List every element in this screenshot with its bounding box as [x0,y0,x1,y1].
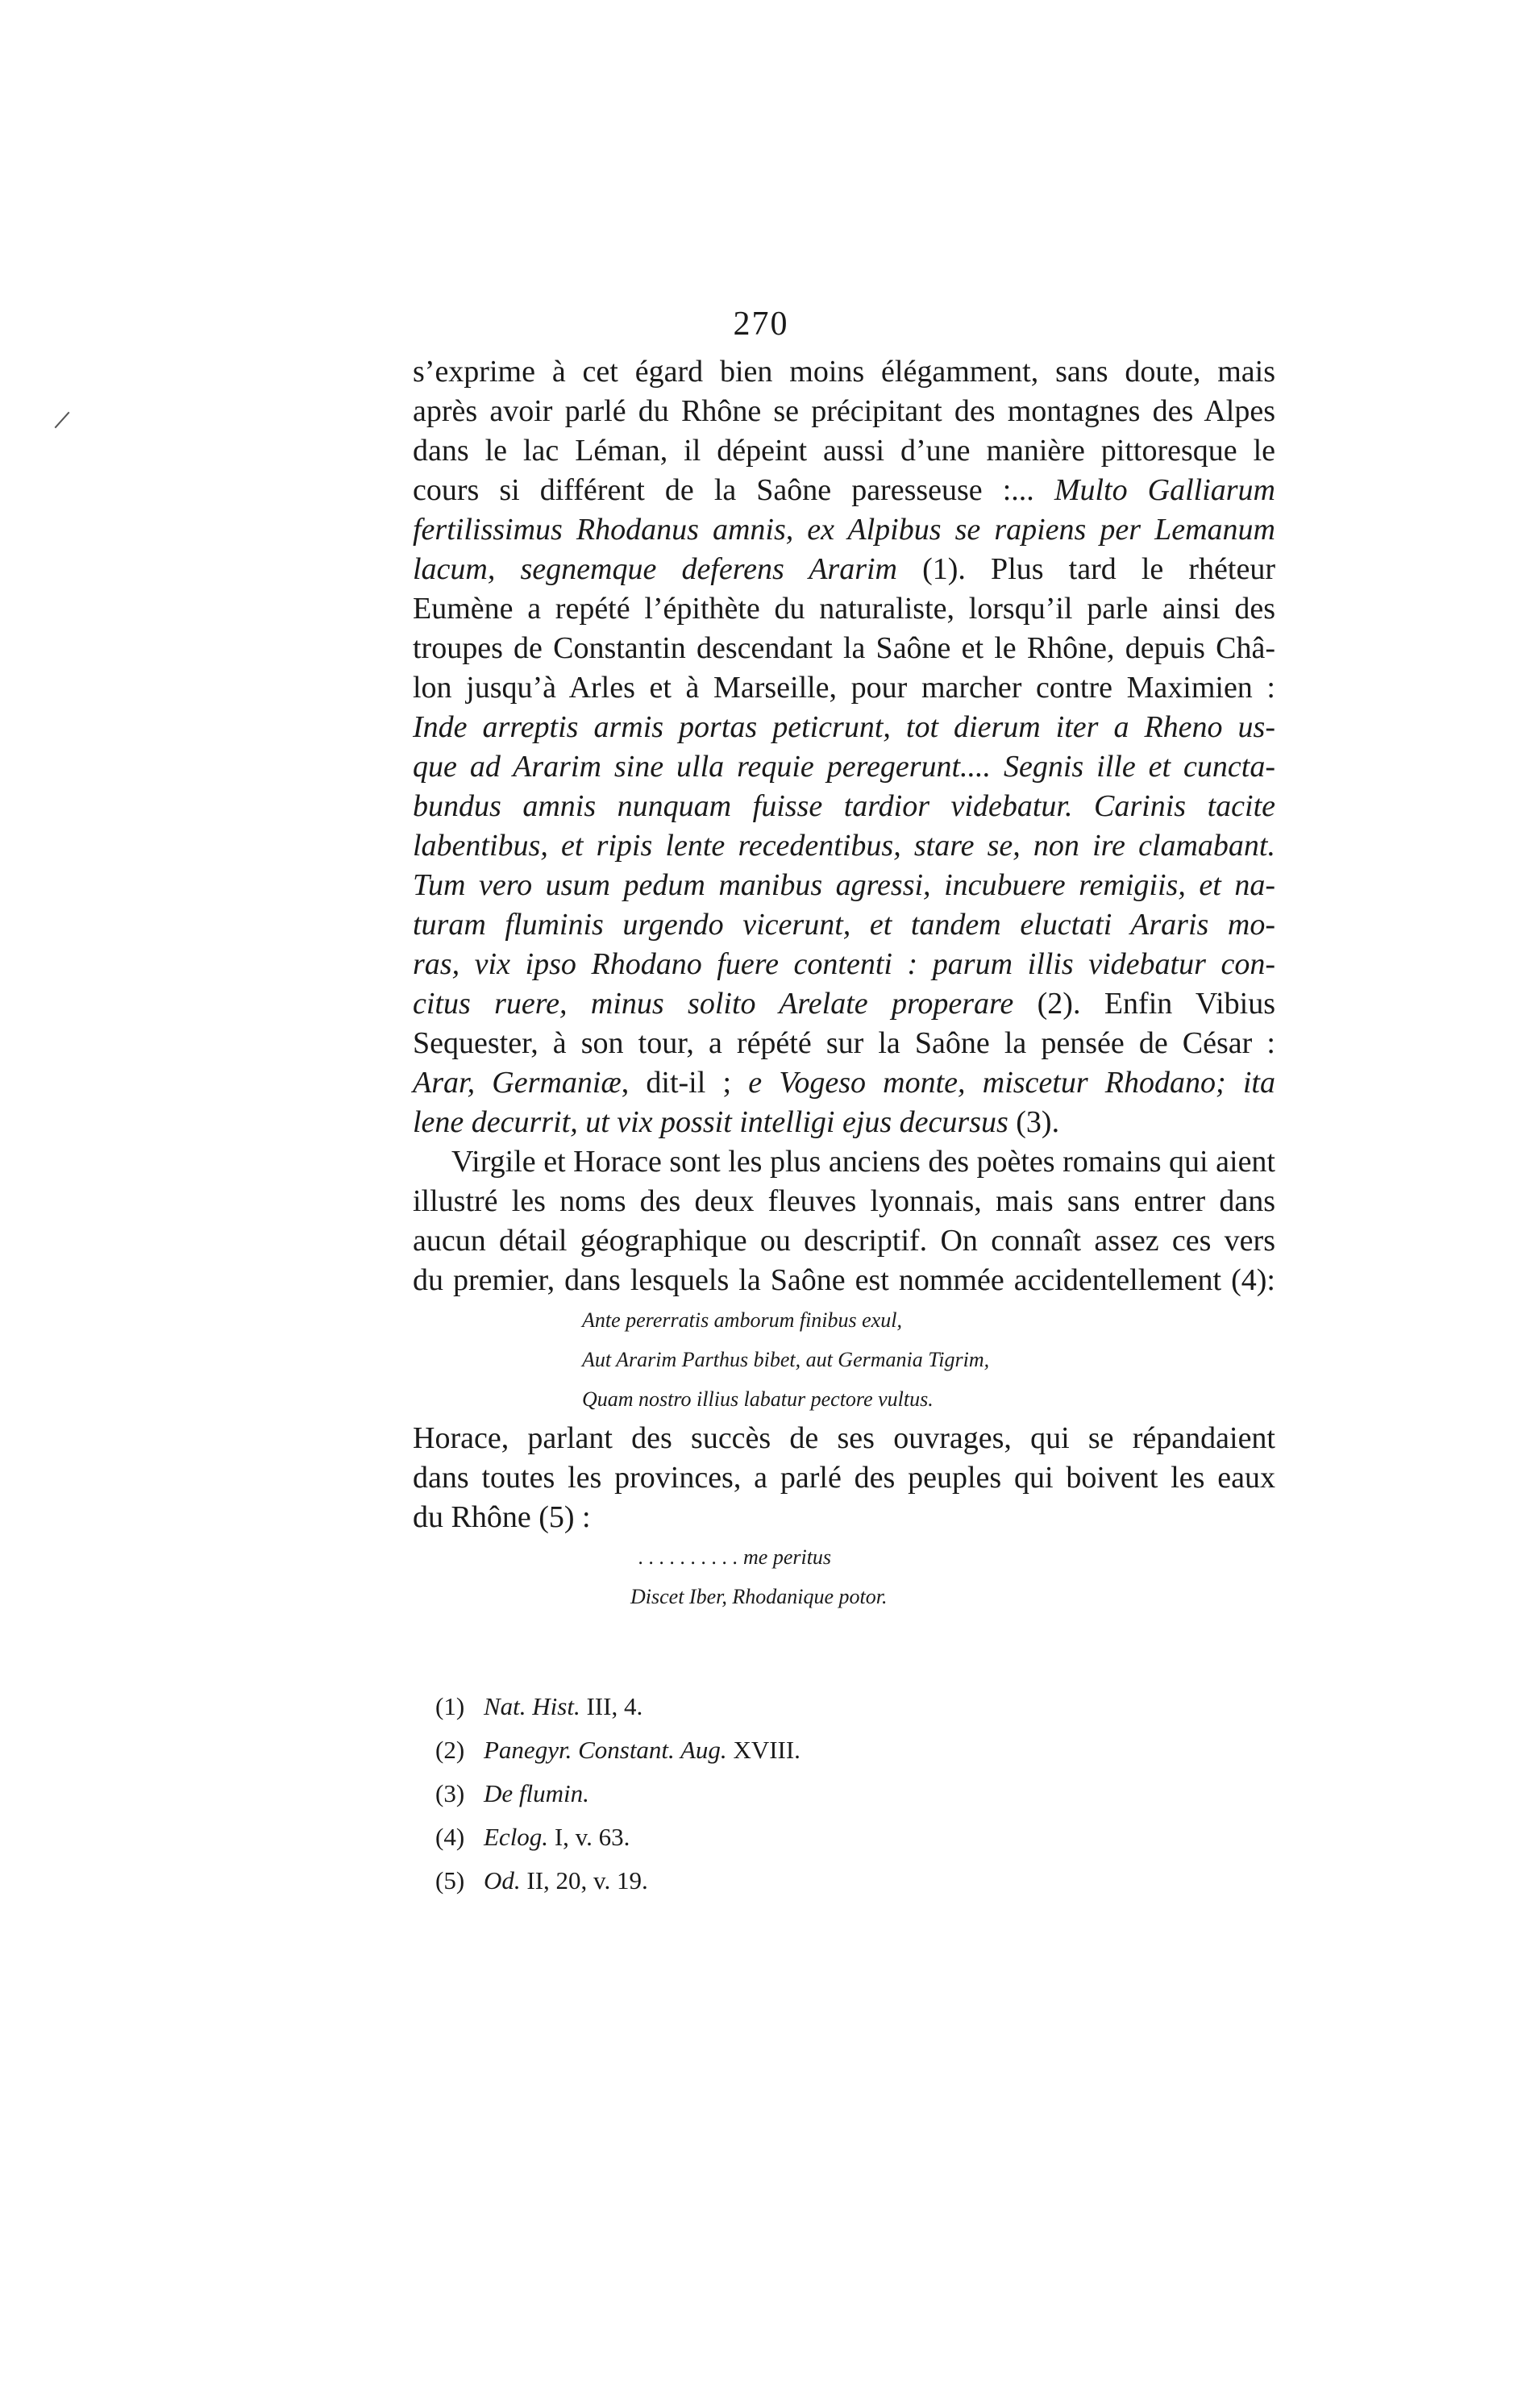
text-run: cours si différent de la Saône paresseuse :... [413,473,1054,507]
text-line [413,1182,1275,1221]
text-line [413,1142,1275,1182]
page-number: 270 [733,306,789,343]
verse-line: Discet Iber, Rhodanique potor. [630,1585,888,1608]
latin-quote-text: lacum, segnemque deferens Ararim [413,552,897,586]
footnote-number: (3) [435,1779,465,1807]
paragraph-block [413,352,1275,1300]
text-line [413,589,1275,629]
verse-line: . . . . . . . . . . me peritus [638,1545,832,1569]
text-run: Eumène a repété l’épithète du naturaliste, lorsqu’il parle ainsi des [413,592,1275,626]
text-run: Sequester, à son tour, a répété sur la Saône la pensée de César : [413,1026,1275,1060]
text-line [413,826,1275,866]
footnote-source-title: Eclog. [484,1823,549,1851]
latin-quote-text: fertilissimus Rhodanus amnis, ex Alpibus se rapiens per Lemanum [413,513,1275,547]
text-line [413,1063,1275,1103]
footnote [435,1859,801,1903]
verse-line: Quam nostro illius labatur pectore vultus. [582,1387,934,1411]
text-line [413,550,1275,589]
footnote-number: (2) [435,1736,465,1764]
text-line [413,945,1275,984]
footnote-source-title: Nat. Hist. [484,1692,580,1720]
text-run: (1). Plus tard le rhéteur [897,552,1276,586]
text-line [413,1419,1275,1458]
text-run: dans toutes les provinces, a parlé des peuples qui boivent les eaux [413,1461,1275,1495]
footnote-number: (4) [435,1823,465,1851]
text-run: aucun détail géographique ou descriptif. On connaît assez ces vers [413,1224,1275,1258]
latin-quote-text: ras, vix ipso Rhodano fuere contenti : parum illis videbatur con- [413,947,1275,981]
footnote-source-title: Panegyr. Constant. Aug. [484,1736,727,1764]
text-run: Horace, parlant des succès de ses ouvrages, qui se répandaient [413,1421,1275,1455]
text-run: après avoir parlé du Rhône se précipitant des montagnes des Alpes [413,394,1275,428]
footnote-reference: II, 20, v. 19. [520,1866,648,1894]
text-line [413,1221,1275,1261]
text-run: du Rhône (5) : [413,1500,591,1534]
latin-quote-text: turam fluminis urgendo vicerunt, et tandem eluctati Araris mo- [413,908,1275,942]
text-line [413,629,1275,668]
text-line [413,866,1275,905]
text-run: , dit-il ; [621,1066,749,1100]
paragraph-block [413,1419,1275,1537]
footnote-reference: XVIII. [726,1736,801,1764]
latin-quote-text: bundus amnis nunquam fuisse tardior videbatur. Carinis tacite [413,789,1275,823]
footnote [435,1772,801,1815]
verse-line: Ante pererratis amborum finibus exul, [582,1308,902,1332]
latin-quote-text: Arar, Germaniæ [413,1066,622,1100]
text-line [413,1103,1275,1142]
text-line [413,787,1275,826]
text-run: troupes de Constantin descendant la Saône et le Rhône, depuis Châ- [413,631,1275,665]
footnote-reference: I, v. 63. [548,1823,630,1851]
text-run: Virgile et Horace sont les plus anciens des poètes romains qui aient [451,1145,1275,1179]
footnote-source-title: De flumin. [484,1779,589,1807]
footnote [435,1815,801,1859]
verse-quotation-virgil [413,1300,1275,1419]
text-line [413,1261,1275,1300]
text-line [413,1024,1275,1063]
footnote [435,1728,801,1772]
text-line [413,352,1275,392]
verse-quotation-horace [413,1537,1275,1616]
footnote [435,1685,801,1728]
text-line [413,431,1275,471]
text-line [413,1498,1275,1537]
main-text [413,352,1275,1616]
verse-line: Aut Ararim Parthus bibet, aut Germania Tigrim, [582,1348,990,1371]
footnotes [435,1685,801,1903]
latin-quote-text: citus ruere, minus solito Arelate properare [413,987,1014,1021]
footnote-number: (5) [435,1866,465,1894]
latin-quote-text: Inde arreptis armis portas peticrunt, tot dierum iter a Rheno us- [413,710,1275,744]
text-line [413,471,1275,510]
text-run: illustré les noms des deux fleuves lyonnais, mais sans entrer dans [413,1184,1275,1218]
text-run: s’exprime à cet égard bien moins élégamment, sans doute, mais [413,355,1275,389]
margin-pencil-mark [55,412,70,429]
text-run: (2). Enfin Vibius [1013,987,1275,1021]
footnote-source-title: Od. [484,1866,521,1894]
latin-quote-text: labentibus, et ripis lente recedentibus, stare se, non ire clamabant. [413,829,1275,863]
footnote-number: (1) [435,1692,465,1720]
text-run: (3). [1008,1105,1060,1139]
text-line [413,510,1275,550]
text-line [413,905,1275,945]
latin-quote-text: Tum vero usum pedum manibus agressi, incubuere remigiis, et na- [413,868,1275,902]
text-line [413,1458,1275,1498]
text-line [413,708,1275,747]
latin-quote-text: e Vogeso monte, miscetur Rhodano; ita [748,1066,1275,1100]
text-line [413,668,1275,708]
text-line [413,747,1275,787]
latin-quote-text: Multo Galliarum [1054,473,1275,507]
latin-quote-text: que ad Ararim sine ulla requie peregerunt.... Segnis ille et cuncta- [413,750,1275,784]
footnote-reference: III, 4. [580,1692,643,1720]
text-run: dans le lac Léman, il dépeint aussi d’une manière pittoresque le [413,434,1275,468]
text-run: du premier, dans lesquels la Saône est nommée accidentellement (4): [413,1263,1275,1297]
text-run: lon jusqu’à Arles et à Marseille, pour marcher contre Maximien : [413,671,1275,705]
latin-quote-text: lene decurrit, ut vix possit intelligi ejus decursus [413,1105,1008,1139]
text-line [413,392,1275,431]
text-line [413,984,1275,1024]
